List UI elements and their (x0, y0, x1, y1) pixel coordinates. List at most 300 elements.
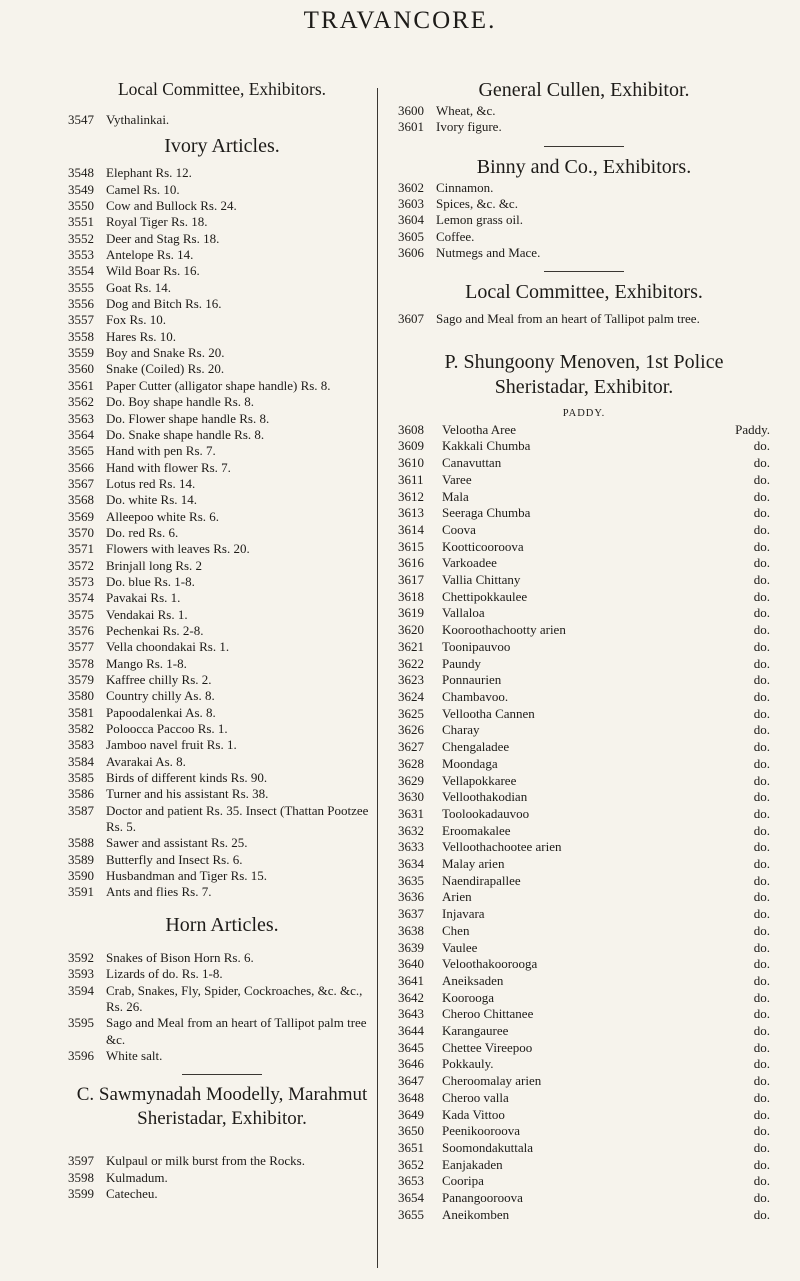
item-description: Kulpaul or milk burst from the Rocks. (106, 1153, 305, 1169)
item-number: 3614 (398, 521, 424, 537)
paddy-variety-name: Arien (442, 889, 472, 905)
item-description: White salt. (106, 1047, 163, 1063)
item-category: do. (753, 1173, 770, 1189)
item-number: 3628 (398, 755, 424, 771)
table-row (398, 706, 770, 723)
paddy-variety-name: Vellootha Cannen (442, 705, 535, 721)
table-row (398, 739, 770, 756)
item-number: 3619 (398, 605, 424, 621)
list-item (68, 950, 376, 966)
paddy-variety-name: Cheroomalay arien (442, 1073, 542, 1089)
item-number: 3552 (68, 230, 94, 246)
item-description: Lemon grass oil. (436, 212, 524, 228)
item-description: Royal Tiger Rs. 18. (106, 214, 208, 230)
list-item (68, 754, 376, 770)
item-number: 3631 (398, 805, 424, 821)
paddy-variety-name: Coova (442, 521, 476, 537)
item-category: do. (753, 1106, 770, 1122)
list-item (68, 541, 376, 557)
item-number: 3602 (398, 179, 424, 195)
list-item (68, 607, 376, 623)
item-number: 3618 (398, 588, 424, 604)
heading-line: P. Shungoony Menoven, 1st Police (444, 350, 724, 373)
item-number: 3574 (68, 590, 94, 606)
item-number: 3609 (398, 438, 424, 454)
item-number: 3654 (398, 1190, 424, 1206)
item-description: Catecheu. (106, 1185, 158, 1201)
table-row (398, 773, 770, 790)
list-item (68, 1170, 376, 1186)
item-number: 3581 (68, 704, 94, 720)
table-row (398, 472, 770, 489)
list-item (68, 427, 376, 443)
item-category: do. (753, 1156, 770, 1172)
paddy-variety-name: Karangauree (442, 1023, 509, 1039)
item-category: do. (753, 521, 770, 537)
paddy-variety-name: Chambavoo. (442, 689, 509, 704)
item-description: Jamboo navel fruit Rs. 1. (106, 737, 237, 753)
local-committee-entries (68, 112, 376, 128)
list-item (68, 737, 376, 753)
item-description: Crab, Snakes, Fly, Spider, Cockroaches, &c. &c., Rs. 26. (106, 982, 363, 1014)
item-category: do. (753, 889, 770, 905)
item-category: do. (753, 739, 770, 755)
item-category: do. (753, 1006, 770, 1022)
item-description: Brinjall long Rs. 2 (106, 557, 203, 573)
item-number: 3600 (398, 103, 424, 118)
item-number: 3638 (398, 922, 424, 938)
table-row (398, 639, 770, 656)
item-description: Pavakai Rs. 1. (106, 590, 181, 606)
table-row (398, 1023, 770, 1040)
item-category: do. (753, 605, 770, 621)
item-description: Pechenkai Rs. 2-8. (106, 622, 204, 638)
list-item (398, 212, 770, 228)
table-row (398, 990, 770, 1007)
item-category: do. (753, 839, 770, 855)
item-number: 3613 (398, 505, 424, 521)
paddy-variety-name: Naendirapallee (442, 872, 521, 888)
item-number: 3563 (68, 410, 94, 426)
table-row (398, 789, 770, 806)
paddy-table (398, 422, 770, 1224)
paddy-variety-name: Varkoadee (442, 555, 497, 571)
table-row (398, 572, 770, 589)
item-number: 3571 (68, 541, 94, 557)
section-heading-horn: Horn Articles. (165, 913, 279, 936)
item-number: 3647 (398, 1073, 424, 1089)
item-description: Mango Rs. 1-8. (106, 655, 187, 671)
heading-line: C. Sawmynadah Moodelly, Marahmut (76, 1084, 368, 1106)
list-item (68, 656, 376, 672)
item-number: 3575 (68, 606, 94, 622)
table-row (398, 923, 770, 940)
item-number: 3591 (68, 884, 94, 900)
item-number: 3573 (68, 573, 94, 589)
item-category: do. (753, 1056, 770, 1072)
item-description: Do. white Rs. 14. (106, 492, 197, 508)
item-description: Cinnamon. (436, 179, 494, 195)
item-number: 3653 (398, 1173, 424, 1189)
paddy-variety-name: Vallia Chittany (442, 572, 521, 588)
item-description: Wild Boar Rs. 16. (106, 263, 200, 279)
paddy-variety-name: Koorooga (442, 989, 494, 1005)
table-row (398, 555, 770, 572)
item-category: do. (753, 505, 770, 521)
list-item (398, 196, 770, 212)
item-number: 3578 (68, 655, 94, 671)
item-number: 3601 (398, 119, 424, 135)
item-category: do. (753, 1206, 770, 1222)
item-number: 3624 (398, 689, 424, 704)
local-committee-2-entries (398, 311, 770, 327)
item-number: 3595 (68, 1015, 94, 1031)
item-number: 3586 (68, 786, 94, 802)
paddy-variety-name: Velootha Aree (442, 421, 517, 437)
section-heading-local-committee-2: Local Committee, Exhibitors. (465, 281, 703, 304)
table-row (398, 422, 770, 439)
table-row (398, 455, 770, 472)
item-number: 3599 (68, 1185, 94, 1201)
item-category: do. (753, 1089, 770, 1105)
table-row (398, 1073, 770, 1090)
paddy-variety-name: Malay arien (442, 856, 505, 872)
table-row (398, 1190, 770, 1207)
cullen-entries (398, 103, 770, 136)
item-description: Alleepoo white Rs. 6. (106, 508, 220, 524)
item-number: 3615 (398, 538, 424, 554)
item-description: Nutmegs and Mace. (436, 245, 541, 261)
item-number: 3582 (68, 721, 94, 737)
paddy-variety-name: Kakkali Chumba (442, 438, 531, 454)
page-title: TRAVANCORE. (303, 7, 497, 34)
heading-line: Sheristadar, Exhibitor. (137, 1108, 307, 1130)
item-description: Birds of different kinds Rs. 90. (106, 770, 268, 786)
item-number: 3583 (68, 737, 94, 753)
item-number: 3597 (68, 1153, 94, 1169)
paddy-variety-name: Toolookadauvoo (442, 805, 530, 821)
column-divider (377, 88, 378, 1268)
item-category: do. (753, 638, 770, 654)
table-row (398, 539, 770, 556)
item-description: Hand with pen Rs. 7. (106, 443, 216, 459)
paddy-variety-name: Soomondakuttala (442, 1139, 533, 1155)
item-category: do. (753, 471, 770, 487)
table-row (398, 438, 770, 455)
table-row (398, 1173, 770, 1190)
list-item (68, 1186, 376, 1202)
list-item (68, 803, 376, 836)
item-description: Avarakai As. 8. (106, 753, 186, 769)
paddy-variety-name: Vaulee (442, 939, 478, 955)
item-category: do. (753, 488, 770, 504)
item-category: do. (753, 822, 770, 838)
table-row (398, 505, 770, 522)
item-description: Ivory figure. (436, 119, 502, 135)
item-number: 3632 (398, 822, 424, 838)
item-description: Dog and Bitch Rs. 16. (106, 296, 222, 312)
list-item (68, 1048, 376, 1064)
binny-entries (398, 180, 770, 262)
paddy-variety-name: Veloothakoorooga (442, 956, 538, 972)
list-item (68, 983, 376, 1016)
item-number: 3579 (68, 672, 94, 687)
table-row (398, 1090, 770, 1107)
item-description: Doctor and patient Rs. 35. Insect (Thattan Pootzee Rs. 5. (106, 802, 369, 835)
table-row (398, 622, 770, 639)
item-description: Do. red Rs. 6. (106, 524, 179, 540)
item-description: Lotus red Rs. 14. (106, 475, 196, 491)
item-number: 3576 (68, 622, 94, 638)
item-category: do. (753, 705, 770, 721)
item-number: 3617 (398, 572, 424, 588)
item-number: 3562 (68, 394, 94, 410)
paddy-variety-name: Pokkauly. (442, 1056, 494, 1072)
item-description: Elephant Rs. 12. (106, 165, 192, 181)
table-row (398, 1040, 770, 1057)
item-number: 3606 (398, 245, 424, 261)
list-item (68, 884, 376, 900)
list-item (68, 247, 376, 263)
item-category: Paddy. (735, 421, 770, 437)
table-row (398, 756, 770, 773)
paddy-variety-name: Kada Vittoo (442, 1106, 505, 1122)
list-item (68, 198, 376, 214)
item-description: Turner and his assistant Rs. 38. (106, 786, 269, 802)
list-item (68, 672, 376, 688)
item-number: 3577 (68, 639, 94, 655)
list-item (68, 509, 376, 525)
item-number: 3580 (68, 688, 94, 704)
paddy-variety-name: Cheroo Chittanee (442, 1006, 534, 1022)
item-number: 3590 (68, 868, 94, 884)
item-category: do. (753, 1190, 770, 1206)
table-row (398, 873, 770, 890)
list-item (68, 345, 376, 361)
section-separator (182, 1074, 262, 1075)
left-column (68, 78, 376, 1202)
paddy-variety-name: Chettee Vireepoo (442, 1039, 533, 1055)
list-item (68, 1153, 376, 1169)
item-number: 3558 (68, 328, 94, 344)
item-number: 3649 (398, 1106, 424, 1122)
item-description: Do. blue Rs. 1-8. (106, 573, 195, 589)
paddy-variety-name: Eanjakaden (442, 1156, 503, 1172)
item-description: Lizards of do. Rs. 1-8. (106, 966, 223, 982)
paddy-variety-name: Chettipokkaulee (442, 588, 528, 604)
item-number: 3547 (68, 112, 94, 127)
paddy-variety-name: Panangooroova (442, 1190, 523, 1206)
paddy-variety-name: Vellapokkaree (442, 772, 517, 788)
table-row (398, 839, 770, 856)
item-number: 3650 (398, 1123, 424, 1139)
table-row (398, 823, 770, 840)
list-item (68, 280, 376, 296)
table-row (398, 1107, 770, 1124)
item-description: Ants and flies Rs. 7. (106, 884, 212, 900)
item-description: Husbandman and Tiger Rs. 15. (106, 868, 268, 884)
item-category: do. (753, 722, 770, 738)
list-item (68, 476, 376, 492)
list-item (68, 182, 376, 198)
list-item (68, 460, 376, 476)
section-separator (544, 271, 624, 272)
item-description: Boy and Snake Rs. 20. (106, 345, 225, 361)
item-category: do. (753, 772, 770, 788)
item-number: 3644 (398, 1023, 424, 1039)
item-number: 3622 (398, 655, 424, 671)
item-description: Do. Boy shape handle Rs. 8. (106, 394, 255, 410)
item-number: 3627 (398, 739, 424, 755)
table-row (398, 940, 770, 957)
paddy-variety-name: Velloothachootee arien (442, 839, 562, 855)
table-row (398, 1157, 770, 1174)
item-category: do. (753, 1123, 770, 1139)
item-number: 3585 (68, 770, 94, 786)
list-item (68, 378, 376, 394)
section-heading-local-committee: Local Committee, Exhibitors. (117, 79, 327, 99)
item-description: Wheat, &c. (436, 103, 496, 118)
paddy-variety-name: Eroomakalee (442, 822, 511, 838)
item-number: 3641 (398, 972, 424, 988)
item-number: 3645 (398, 1039, 424, 1055)
paddy-variety-name: Ponnaurien (442, 672, 502, 688)
section-heading-cullen: General Cullen, Exhibitor. (478, 79, 690, 101)
item-number: 3555 (68, 279, 94, 295)
table-row (398, 956, 770, 973)
list-item (68, 231, 376, 247)
item-category: do. (753, 805, 770, 821)
item-number: 3633 (398, 839, 424, 855)
item-category: do. (753, 1073, 770, 1089)
list-item (68, 214, 376, 230)
list-item (398, 119, 770, 135)
table-row (398, 1056, 770, 1073)
item-category: do. (753, 538, 770, 554)
item-description: Goat Rs. 14. (106, 279, 171, 295)
item-number: 3610 (398, 455, 424, 471)
section-heading-sawmynadah (68, 1083, 376, 1131)
item-description: Deer and Stag Rs. 18. (106, 230, 220, 246)
table-row (398, 605, 770, 622)
item-description: Antelope Rs. 14. (106, 247, 194, 263)
item-number: 3629 (398, 772, 424, 788)
item-number: 3554 (68, 263, 94, 279)
table-row (398, 489, 770, 506)
item-number: 3612 (398, 488, 424, 504)
item-number: 3587 (68, 802, 94, 818)
paddy-subheading: PADDY. (562, 407, 606, 419)
item-number: 3651 (398, 1139, 424, 1155)
table-row (398, 722, 770, 739)
item-number: 3630 (398, 789, 424, 805)
item-description: Do. Flower shape handle Rs. 8. (106, 410, 270, 426)
list-item (68, 1015, 376, 1048)
item-description: Cow and Bullock Rs. 24. (106, 198, 237, 214)
section-separator (544, 146, 624, 147)
item-description: Kulmadum. (106, 1169, 168, 1185)
item-number: 3621 (398, 638, 424, 654)
item-description: Poloocca Paccoo Rs. 1. (106, 721, 228, 737)
heading-line: Sheristadar, Exhibitor. (494, 375, 674, 398)
item-number: 3637 (398, 906, 424, 922)
list-item (68, 868, 376, 884)
item-number: 3642 (398, 989, 424, 1005)
list-item (68, 492, 376, 508)
item-description: Hares Rs. 10. (106, 328, 177, 344)
item-number: 3655 (398, 1206, 424, 1222)
paddy-variety-name: Chengaladee (442, 739, 510, 755)
item-category: do. (753, 789, 770, 805)
item-description: Flowers with leaves Rs. 20. (106, 541, 250, 557)
list-item (68, 361, 376, 377)
list-item (68, 394, 376, 410)
item-number: 3639 (398, 939, 424, 955)
item-number: 3548 (68, 165, 94, 181)
item-description: Snakes of Bison Horn Rs. 6. (106, 949, 254, 965)
table-row (398, 522, 770, 539)
list-item (68, 770, 376, 786)
item-number: 3635 (398, 872, 424, 888)
item-number: 3560 (68, 361, 94, 377)
paddy-variety-name: Charay (442, 722, 480, 738)
paddy-variety-name: Paundy (442, 655, 481, 671)
paddy-variety-name: Cooripa (442, 1173, 484, 1189)
list-item (68, 835, 376, 851)
item-number: 3569 (68, 508, 94, 524)
list-item (398, 103, 770, 119)
list-item (398, 229, 770, 245)
item-description: Camel Rs. 10. (106, 181, 180, 197)
section-heading-shungoony (398, 350, 770, 400)
item-category: do. (753, 939, 770, 955)
table-row (398, 672, 770, 689)
list-item (68, 443, 376, 459)
item-category: do. (753, 572, 770, 588)
paddy-variety-name: Cheroo valla (442, 1089, 509, 1105)
item-category: do. (753, 856, 770, 872)
paddy-variety-name: Chen (442, 922, 470, 938)
list-item (68, 411, 376, 427)
item-number: 3570 (68, 524, 94, 540)
item-number: 3616 (398, 555, 424, 571)
list-item (68, 623, 376, 639)
item-category: do. (753, 1023, 770, 1039)
item-number: 3592 (68, 949, 94, 965)
item-category: do. (753, 622, 770, 638)
item-number: 3603 (398, 196, 424, 212)
item-category: do. (753, 922, 770, 938)
item-category: do. (753, 588, 770, 604)
list-item (68, 705, 376, 721)
list-item (398, 180, 770, 196)
item-description: Vendakai Rs. 1. (106, 606, 188, 622)
item-number: 3607 (398, 311, 424, 327)
paddy-variety-name: Canavuttan (442, 455, 502, 471)
item-description: Fox Rs. 10. (106, 312, 166, 328)
item-number: 3598 (68, 1169, 94, 1185)
item-number: 3648 (398, 1089, 424, 1105)
item-number: 3588 (68, 835, 94, 851)
item-number: 3551 (68, 214, 94, 230)
paddy-variety-name: Varee (442, 471, 472, 487)
list-item (68, 165, 376, 181)
item-description: Spices, &c. &c. (436, 196, 518, 212)
item-number: 3553 (68, 247, 94, 263)
list-item (68, 721, 376, 737)
item-number: 3565 (68, 443, 94, 459)
list-item (68, 112, 376, 128)
